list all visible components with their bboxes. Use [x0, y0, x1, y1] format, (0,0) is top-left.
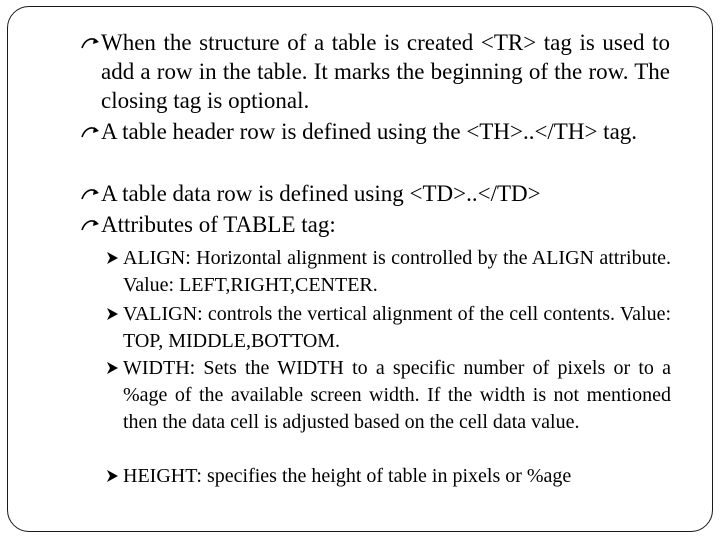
arrowhead-bullet-icon [106, 251, 119, 265]
sub-bullet-align [106, 245, 671, 299]
sub-bullet-text: WIDTH: Sets the WIDTH to a specific number of pixels or to a %age of the available screen width. If the width is not mentioned then the data cell is adjusted based on the cell data value. [123, 357, 671, 433]
bullet-attributes [80, 210, 670, 239]
arrowhead-bullet-icon [106, 307, 119, 321]
arrowhead-bullet-icon [106, 469, 119, 483]
sub-bullet-text: VALIGN: controls the vertical alignment of the cell contents. Value: TOP, MIDDLE,BOTTOM. [123, 303, 671, 352]
curved-arrow-bullet-icon [80, 124, 102, 140]
bullet-text: A table header row is defined using the <TH>..</TH> tag. [101, 119, 638, 144]
bullet-text: Attributes of TABLE tag: [101, 212, 336, 237]
sub-bullet-text: ALIGN: Horizontal alignment is controlled by the ALIGN attribute. Value: LEFT,RIGHT,CENTER. [123, 247, 671, 296]
arrowhead-bullet-icon [106, 361, 119, 375]
bullet-td-tag [80, 179, 670, 208]
bullet-tr-tag [80, 28, 670, 115]
sub-bullet-valign [106, 301, 671, 355]
curved-arrow-bullet-icon [80, 186, 102, 202]
curved-arrow-bullet-icon [80, 217, 102, 233]
bullet-th-tag [80, 117, 670, 146]
bullet-text: A table data row is defined using <TD>..</TD> [101, 181, 541, 206]
sub-bullet-height [106, 463, 671, 490]
sub-bullet-width [106, 355, 671, 436]
bullet-text: When the structure of a table is created <TR> tag is used to add a row in the table. It marks the beginning of the row. The closing tag is optional. [101, 30, 670, 113]
curved-arrow-bullet-icon [80, 35, 102, 51]
sub-bullet-text: HEIGHT: specifies the height of table in pixels or %age [123, 465, 572, 487]
